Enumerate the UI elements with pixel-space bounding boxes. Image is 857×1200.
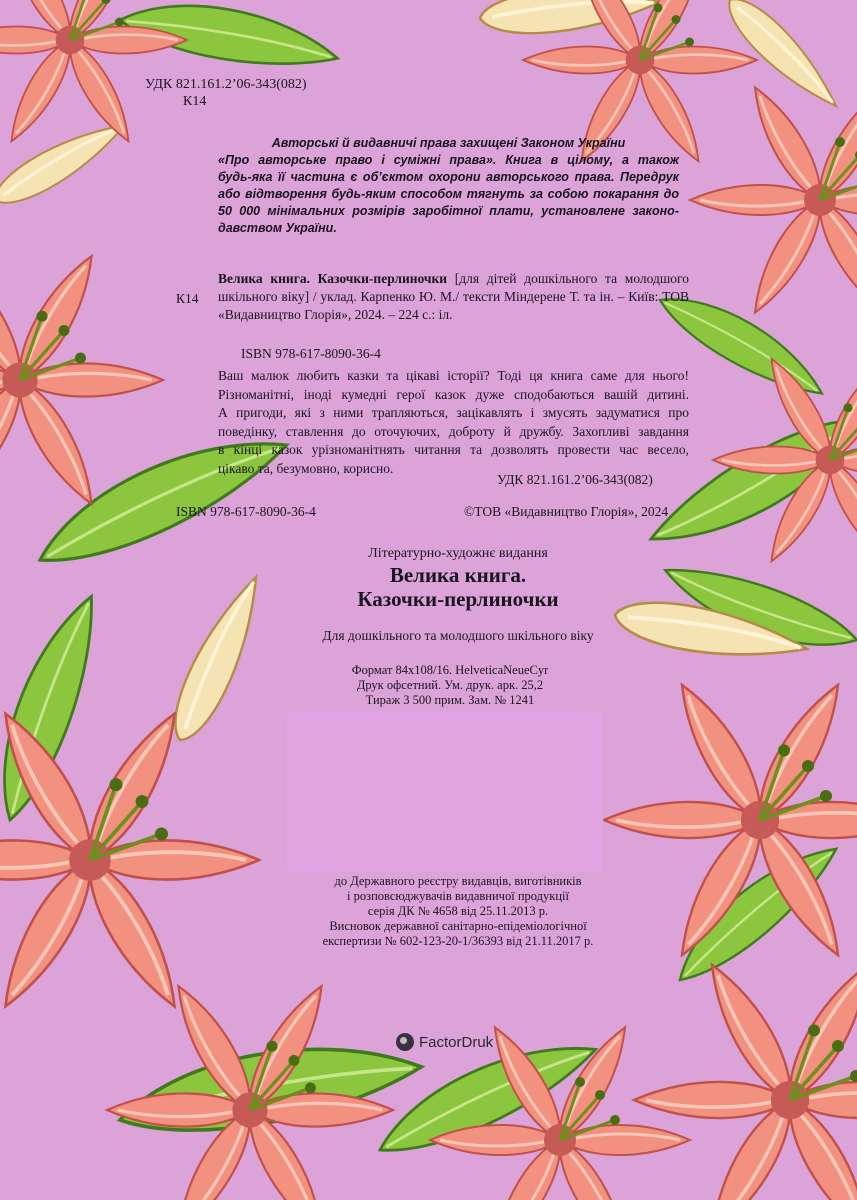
catalog-title: Велика книга. Казочки-перлиночки xyxy=(218,271,448,286)
annotation-line: Різноманітні, іноді кумедні герої казок дуже сподобаються вашій дитині. xyxy=(218,386,689,402)
format-line: Тираж 3 500 прим. Зам. № 1241 xyxy=(365,693,535,707)
copyright-line: давством України. xyxy=(218,221,337,235)
copyright-line-bottom: ©ТОВ «Видавництво Глорія», 2024 xyxy=(464,504,669,519)
printer-logo-text: FactorDruk xyxy=(419,1033,494,1051)
annotation-line: поведінку, ставлення до оточуючих, доброту й дружбу. Захопливі завдання xyxy=(218,423,689,439)
copyright-notice xyxy=(218,135,679,237)
book-title-line2: Казочки-перлиночки xyxy=(357,587,559,611)
isbn-bottom: ISBN 978-617-8090-36-4 xyxy=(176,504,316,519)
annotation-line: Ваш малюк любить казки та цікаві історії? Тоді ця книга саме для нього! xyxy=(218,368,689,383)
audience: Для дошкільного та молодшого шкільного віку xyxy=(322,628,594,643)
annotation xyxy=(218,367,689,478)
registry-line: і розповсюджувачів видавничої продукції xyxy=(347,889,569,903)
catalog-line: шкільного віку] / уклад. Карпенко Ю. М./ тексти Міндерене Т. та ін. – Київ: ТОВ xyxy=(218,289,689,304)
k-code: К14 xyxy=(183,94,207,109)
copyright-line: будь-яка її частина є об’єктом охорони авторського права. Передрук xyxy=(218,170,679,184)
format-info xyxy=(300,663,600,708)
catalog-line: [для дітей дошкільного та молодшого xyxy=(447,271,689,286)
registry-line: експертизи № 602-123-20-1/36393 від 21.11.2017 р. xyxy=(322,934,594,948)
registry-line: серія ДК № 4658 від 25.11.2013 р. xyxy=(367,904,549,918)
annotation-line: цікаво та, безумовно, корисно. xyxy=(218,460,394,476)
catalog-isbn: ISBN 978-617-8090-36-4 xyxy=(241,346,381,361)
factor-druk-logo-icon xyxy=(396,1033,414,1051)
printer-logo xyxy=(396,1033,493,1051)
registry-info xyxy=(270,874,646,949)
catalog-k-label: К14 xyxy=(176,291,199,306)
copyright-line: 50 000 мінімальних розмірів заробітної плати, установлене законо- xyxy=(218,204,679,218)
format-line: Формат 84х108/16. HelveticaNeueCyr xyxy=(351,663,549,677)
udk-bottom: УДК 821.161.2’06-343(082) xyxy=(497,472,653,487)
book-title-line1: Велика книга. xyxy=(389,563,527,587)
copyright-line: Авторські й видавничі права захищені Законом України xyxy=(271,136,626,150)
registry-line: до Державного реєстру видавців, виготівників xyxy=(334,874,582,888)
registry-line: Висновок державної санітарно-епідеміологічної xyxy=(329,919,587,933)
catalog-entry xyxy=(218,270,689,324)
format-line: Друк офсетний. Ум. друк. арк. 25,2 xyxy=(356,678,544,692)
udk-top xyxy=(145,76,307,110)
copyright-line: «Про авторське право і суміжні права». Книга в цілому, а також xyxy=(218,153,679,167)
redacted-publisher-block xyxy=(287,712,603,872)
catalog-line: «Видавництво Глорія», 2024. – 224 с.: іл. xyxy=(218,307,453,322)
edition-type: Літературно-художнє видання xyxy=(368,546,548,561)
copyright-line: або відтворення будь-яким способом тягнуть за собою покарання до xyxy=(218,187,679,201)
annotation-line: в кінці казок урізноманітнять читання та дозволять провести час весело, xyxy=(218,442,689,457)
annotation-line: А пригоди, які з ними трапляються, зацікавлять і змусять задуматися про xyxy=(218,405,689,420)
udk-code: УДК 821.161.2’06-343(082) xyxy=(145,77,307,92)
